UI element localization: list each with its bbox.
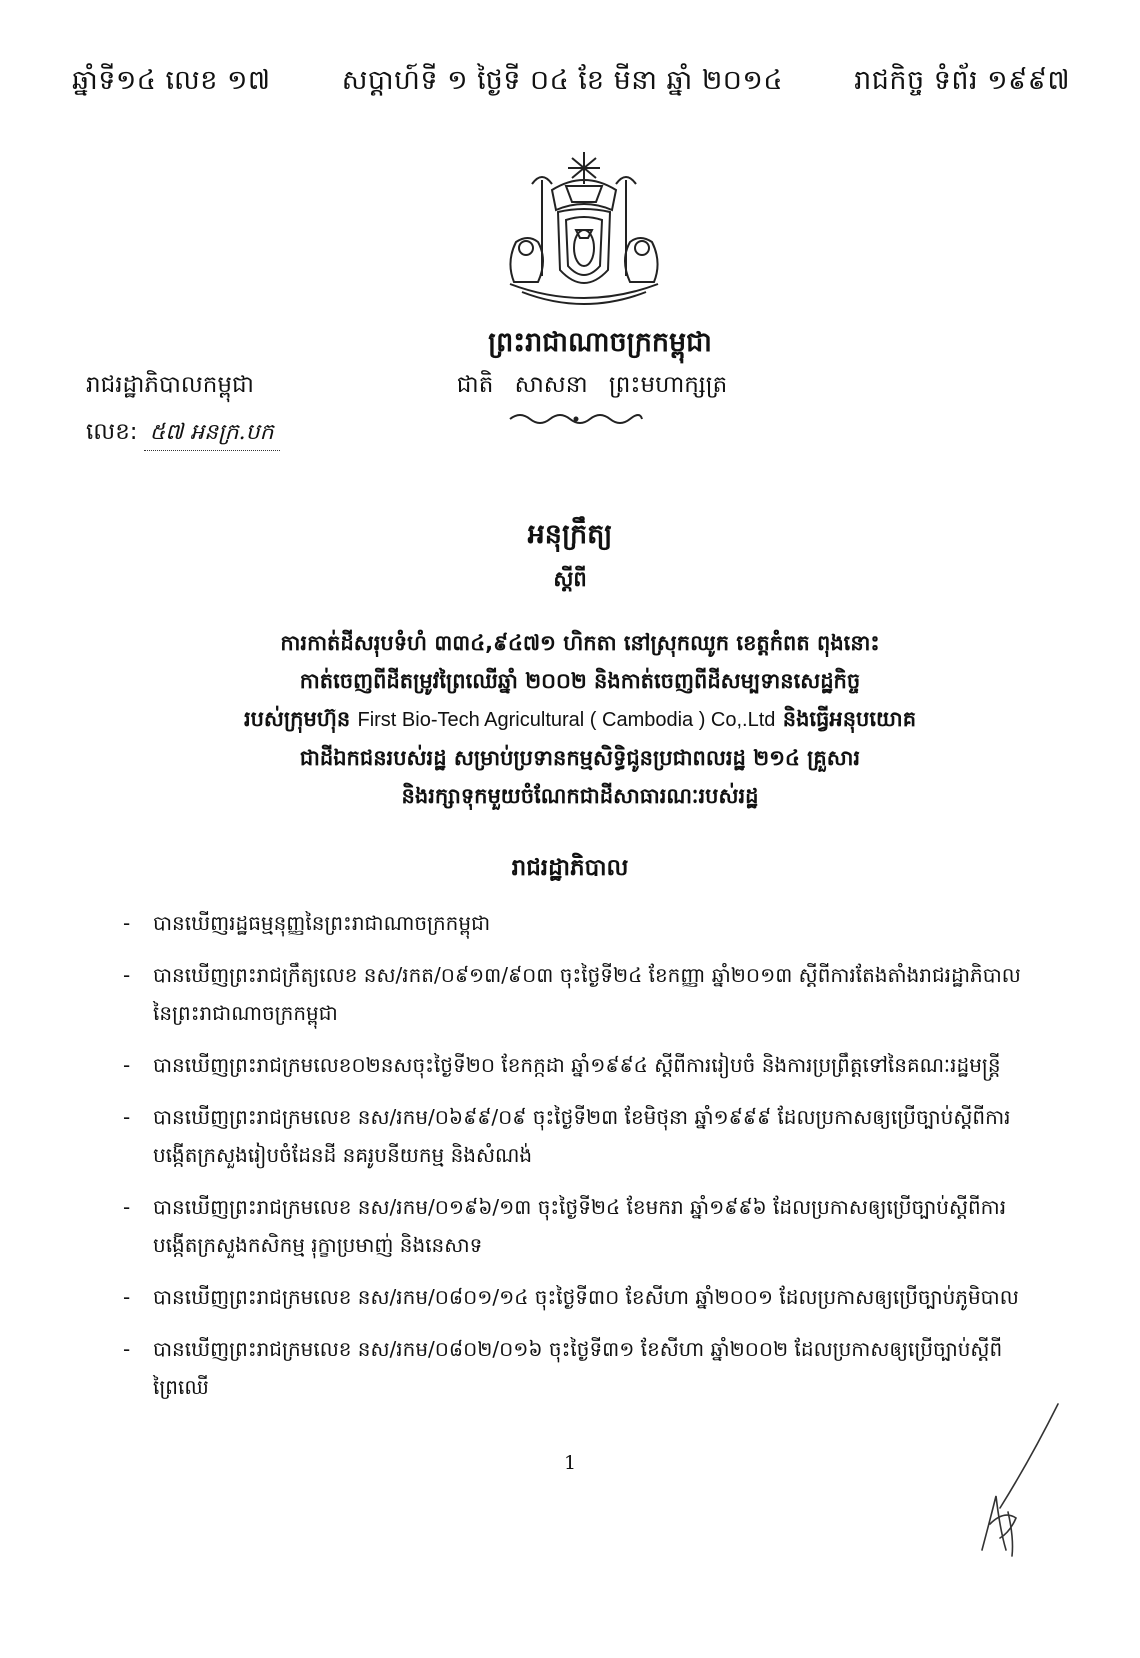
preamble-text: បានឃើញព្រះរាជក្រមលេខ នស/រកម/០៦៩៩/០៩ ចុះថ្ងៃទី២៣ ខែមិថុនា ឆ្នាំ១៩៩៩ ដែលប្រកាសឲ្យប្រើច្បាប់ស្តីពីការបង្កើតក្រសួងរៀបចំដែនដី នគរូបនីយកម្ម និងសំណង់ (153, 1105, 1011, 1167)
handwritten-initial-icon (960, 1400, 1070, 1560)
preamble-text: បានឃើញព្រះរាជក្រមលេខ នស/រកម/០១៩៦/១៣ ចុះថ្ងៃទី២៤ ខែមករា ឆ្នាំ១៩៩៦ ដែលប្រកាសឲ្យប្រើច្បាប់ស្តីពីការបង្កើតក្រសួងកសិកម្ម រុក្ខាប្រមាញ់ និងនេសាទ (153, 1195, 1007, 1257)
subject-line: ការកាត់ដីសរុបទំហំ ៣៣៤,៩៤៧១ ហិកតា នៅស្រុកឈូក ខេត្តកំពត ពុងនោះ (280, 631, 880, 655)
reference-label: លេខ: (86, 419, 138, 445)
bullet-dash: - (123, 963, 131, 987)
bullet-dash: - (123, 911, 131, 935)
bullet-dash: - (123, 1053, 131, 1077)
authority-heading: រាជរដ្ឋាភិបាល (511, 855, 629, 881)
reference-number: ៥៧ អនក្រ.បក (144, 418, 280, 451)
document-type-title: អនុក្រឹត្យ (527, 519, 613, 550)
preamble-item (123, 956, 1038, 1032)
preamble-item (123, 1278, 1038, 1316)
document-about-label: ស្តីពី (553, 567, 587, 591)
bullet-dash: - (123, 1337, 131, 1361)
issuing-authority: រាជរដ្ឋាភិបាលកម្ពុជា (86, 372, 254, 398)
preamble-item (123, 1330, 1038, 1406)
subject-line: ជាដីឯកជនរបស់រដ្ឋ សម្រាប់ប្រទានកម្មសិទ្ធិជូនប្រជាពលរដ្ឋ ២១៤ គ្រួសារ (299, 746, 861, 770)
preamble-list (123, 904, 1038, 1420)
subject-company-name: First Bio-Tech Agricultural ( Cambodia ) Co,.Ltd (357, 709, 776, 731)
preamble-item (123, 904, 1038, 942)
gazette-year-issue: ឆ្នាំទី១៤ លេខ ១៧ (72, 65, 271, 96)
kingdom-name: ព្រះរាជាណាចក្រកម្ពុជា (488, 327, 712, 358)
document-subject (150, 624, 1010, 815)
preamble-item (123, 1098, 1038, 1174)
gazette-date: សប្តាហ៍ទី ១ ថ្ងៃទី ០៤ ខែ មីនា ឆ្នាំ ២០១៤ (341, 65, 783, 96)
subject-company-line (150, 700, 1010, 739)
preamble-item (123, 1046, 1038, 1084)
gazette-page-ref: រាជកិច្ច ទំព័រ ១៩៩៧ (854, 65, 1070, 96)
page-number: 1 (563, 1452, 577, 1474)
subject-company-prefix: របស់ក្រុមហ៊ុន (243, 707, 351, 731)
preamble-text: បានឃើញព្រះរាជក្រមលេខ នស/រកម/០៨០១/១៤ ចុះថ្ងៃទី៣០ ខែសីហា ឆ្នាំ២០០១ ដែលប្រកាសឲ្យប្រើច្បាប់ភូមិបាល (153, 1285, 1019, 1309)
bullet-dash: - (123, 1285, 131, 1309)
reference-line (86, 418, 280, 451)
preamble-text: បានឃើញរដ្ឋធម្មនុញ្ញនៃព្រះរាជាណាចក្រកម្ពុជា (153, 911, 491, 935)
bullet-dash: - (123, 1195, 131, 1219)
preamble-item (123, 1188, 1038, 1264)
motto-ornament (506, 409, 646, 427)
preamble-text: បានឃើញព្រះរាជក្រមលេខ នស/រកម/០៨០២/០១៦ ចុះថ្ងៃទី៣១ ខែសីហា ឆ្នាំ២០០២ ដែលប្រកាសឲ្យប្រើច្បាប់ស្តីពីព្រៃឈើ (153, 1337, 1003, 1399)
subject-company-suffix: និងធ្វើអនុបយោគ (782, 707, 917, 731)
preamble-text: បានឃើញព្រះរាជក្រមលេខ០២នសចុះថ្ងៃទី២០ ខែកក្កដា ឆ្នាំ១៩៩៤ ស្តីពីការរៀបចំ និងការប្រព្រឹត្តទៅនៃគណៈរដ្ឋមន្ត្រី (153, 1053, 1001, 1077)
royal-coat-of-arms-icon (492, 150, 676, 310)
bullet-dash: - (123, 1105, 131, 1129)
subject-line: កាត់ចេញពីដីតម្រូវព្រៃឈើឆ្នាំ ២០០២ និងកាត់ចេញពីដីសម្បទានសេដ្ឋកិច្ច (299, 669, 861, 693)
subject-line: និងរក្សាទុកមួយចំណែកជាដីសាធារណៈរបស់រដ្ឋ (401, 784, 759, 808)
national-motto: ជាតិ សាសនា ព្រះមហាក្សត្រ (456, 372, 728, 398)
preamble-text: បានឃើញព្រះរាជក្រឹត្យលេខ នស/រកត/០៩១៣/៩០៣ ចុះថ្ងៃទី២៤ ខែកញ្ញា ឆ្នាំ២០១៣ ស្តីពីការតែងតាំងរាជរដ្ឋាភិបាលនៃព្រះរាជាណាចក្រកម្ពុជា (153, 963, 1021, 1025)
gazette-header (0, 64, 1140, 103)
